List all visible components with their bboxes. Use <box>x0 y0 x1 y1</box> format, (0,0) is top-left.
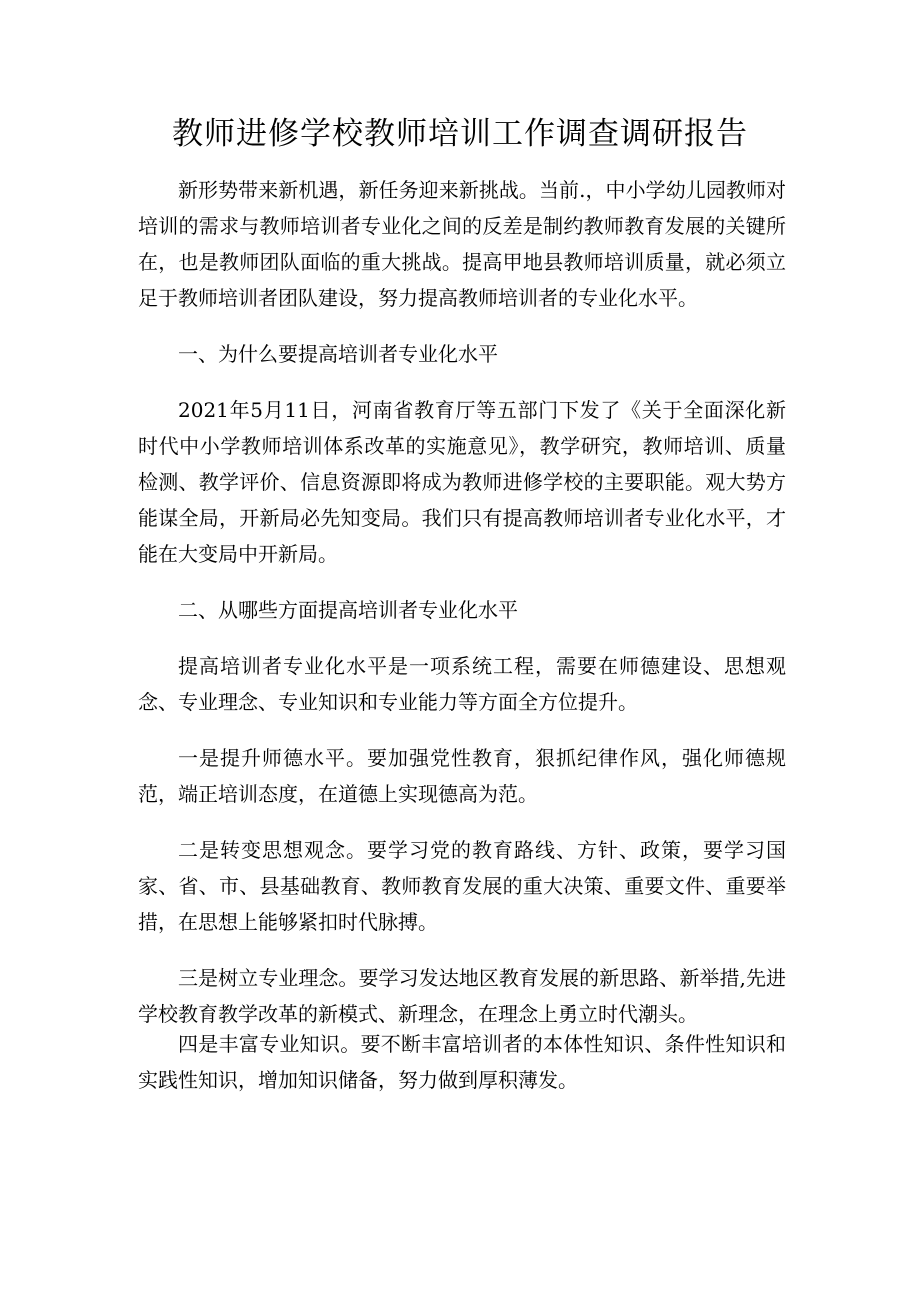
paragraph-section-1: 2021年5月11日，河南省教育厅等五部门下发了《关于全面深化新时代中小学教师培训体系改革的实施意见》，教学研究，教师培训、质量检测、教学评价、信息资源即将成为教师进修学校的主要职能。观大势方能谋全局，开新局必先知变局。我们只有提高教师培训者专业化水平，才能在大变局中开新局。 <box>138 398 786 566</box>
paragraph-point-3: 三是树立专业理念。要学习发达地区教育发展的新思路、新举措,先进学校教育教学改革的新模式、新理念，在理念上勇立时代潮头。 <box>138 966 786 1026</box>
section-heading-1: 一、为什么要提高培训者专业化水平 <box>178 342 498 366</box>
paragraph-intro: 新形势带来新机遇，新任务迎来新挑战。当前.，中小学幼儿园教师对培训的需求与教师培训者专业化之间的反差是制约教师教育发展的关键所在，也是教师团队面临的重大挑战。提高甲地县教师培训质量，就必须立足于教师培训者团队建设，努力提高教师培训者的专业化水平。 <box>138 178 786 310</box>
paragraph-section-2-intro: 提高培训者专业化水平是一项系统工程，需要在师德建设、思想观念、专业理念、专业知识和专业能力等方面全方位提升。 <box>138 654 786 714</box>
document-body <box>138 172 786 1118</box>
paragraph-point-4: 四是丰富专业知识。要不断丰富培训者的本体性知识、条件性知识和实践性知识，增加知识储备，努力做到厚积薄发。 <box>138 1032 786 1092</box>
paragraph-point-1: 一是提升师德水平。要加强党性教育，狠抓纪律作风，强化师德规范，端正培训态度，在道德上实现德高为范。 <box>138 746 786 806</box>
document-title: 教师进修学校教师培训工作调查调研报告 <box>172 116 748 152</box>
section-heading-2: 二、从哪些方面提高培训者专业化水平 <box>178 598 518 622</box>
paragraph-point-2: 二是转变思想观念。要学习党的教育路线、方针、政策，要学习国家、省、市、县基础教育、教师教育发展的重大决策、重要文件、重要举措，在思想上能够紧扣时代脉搏。 <box>138 838 786 934</box>
